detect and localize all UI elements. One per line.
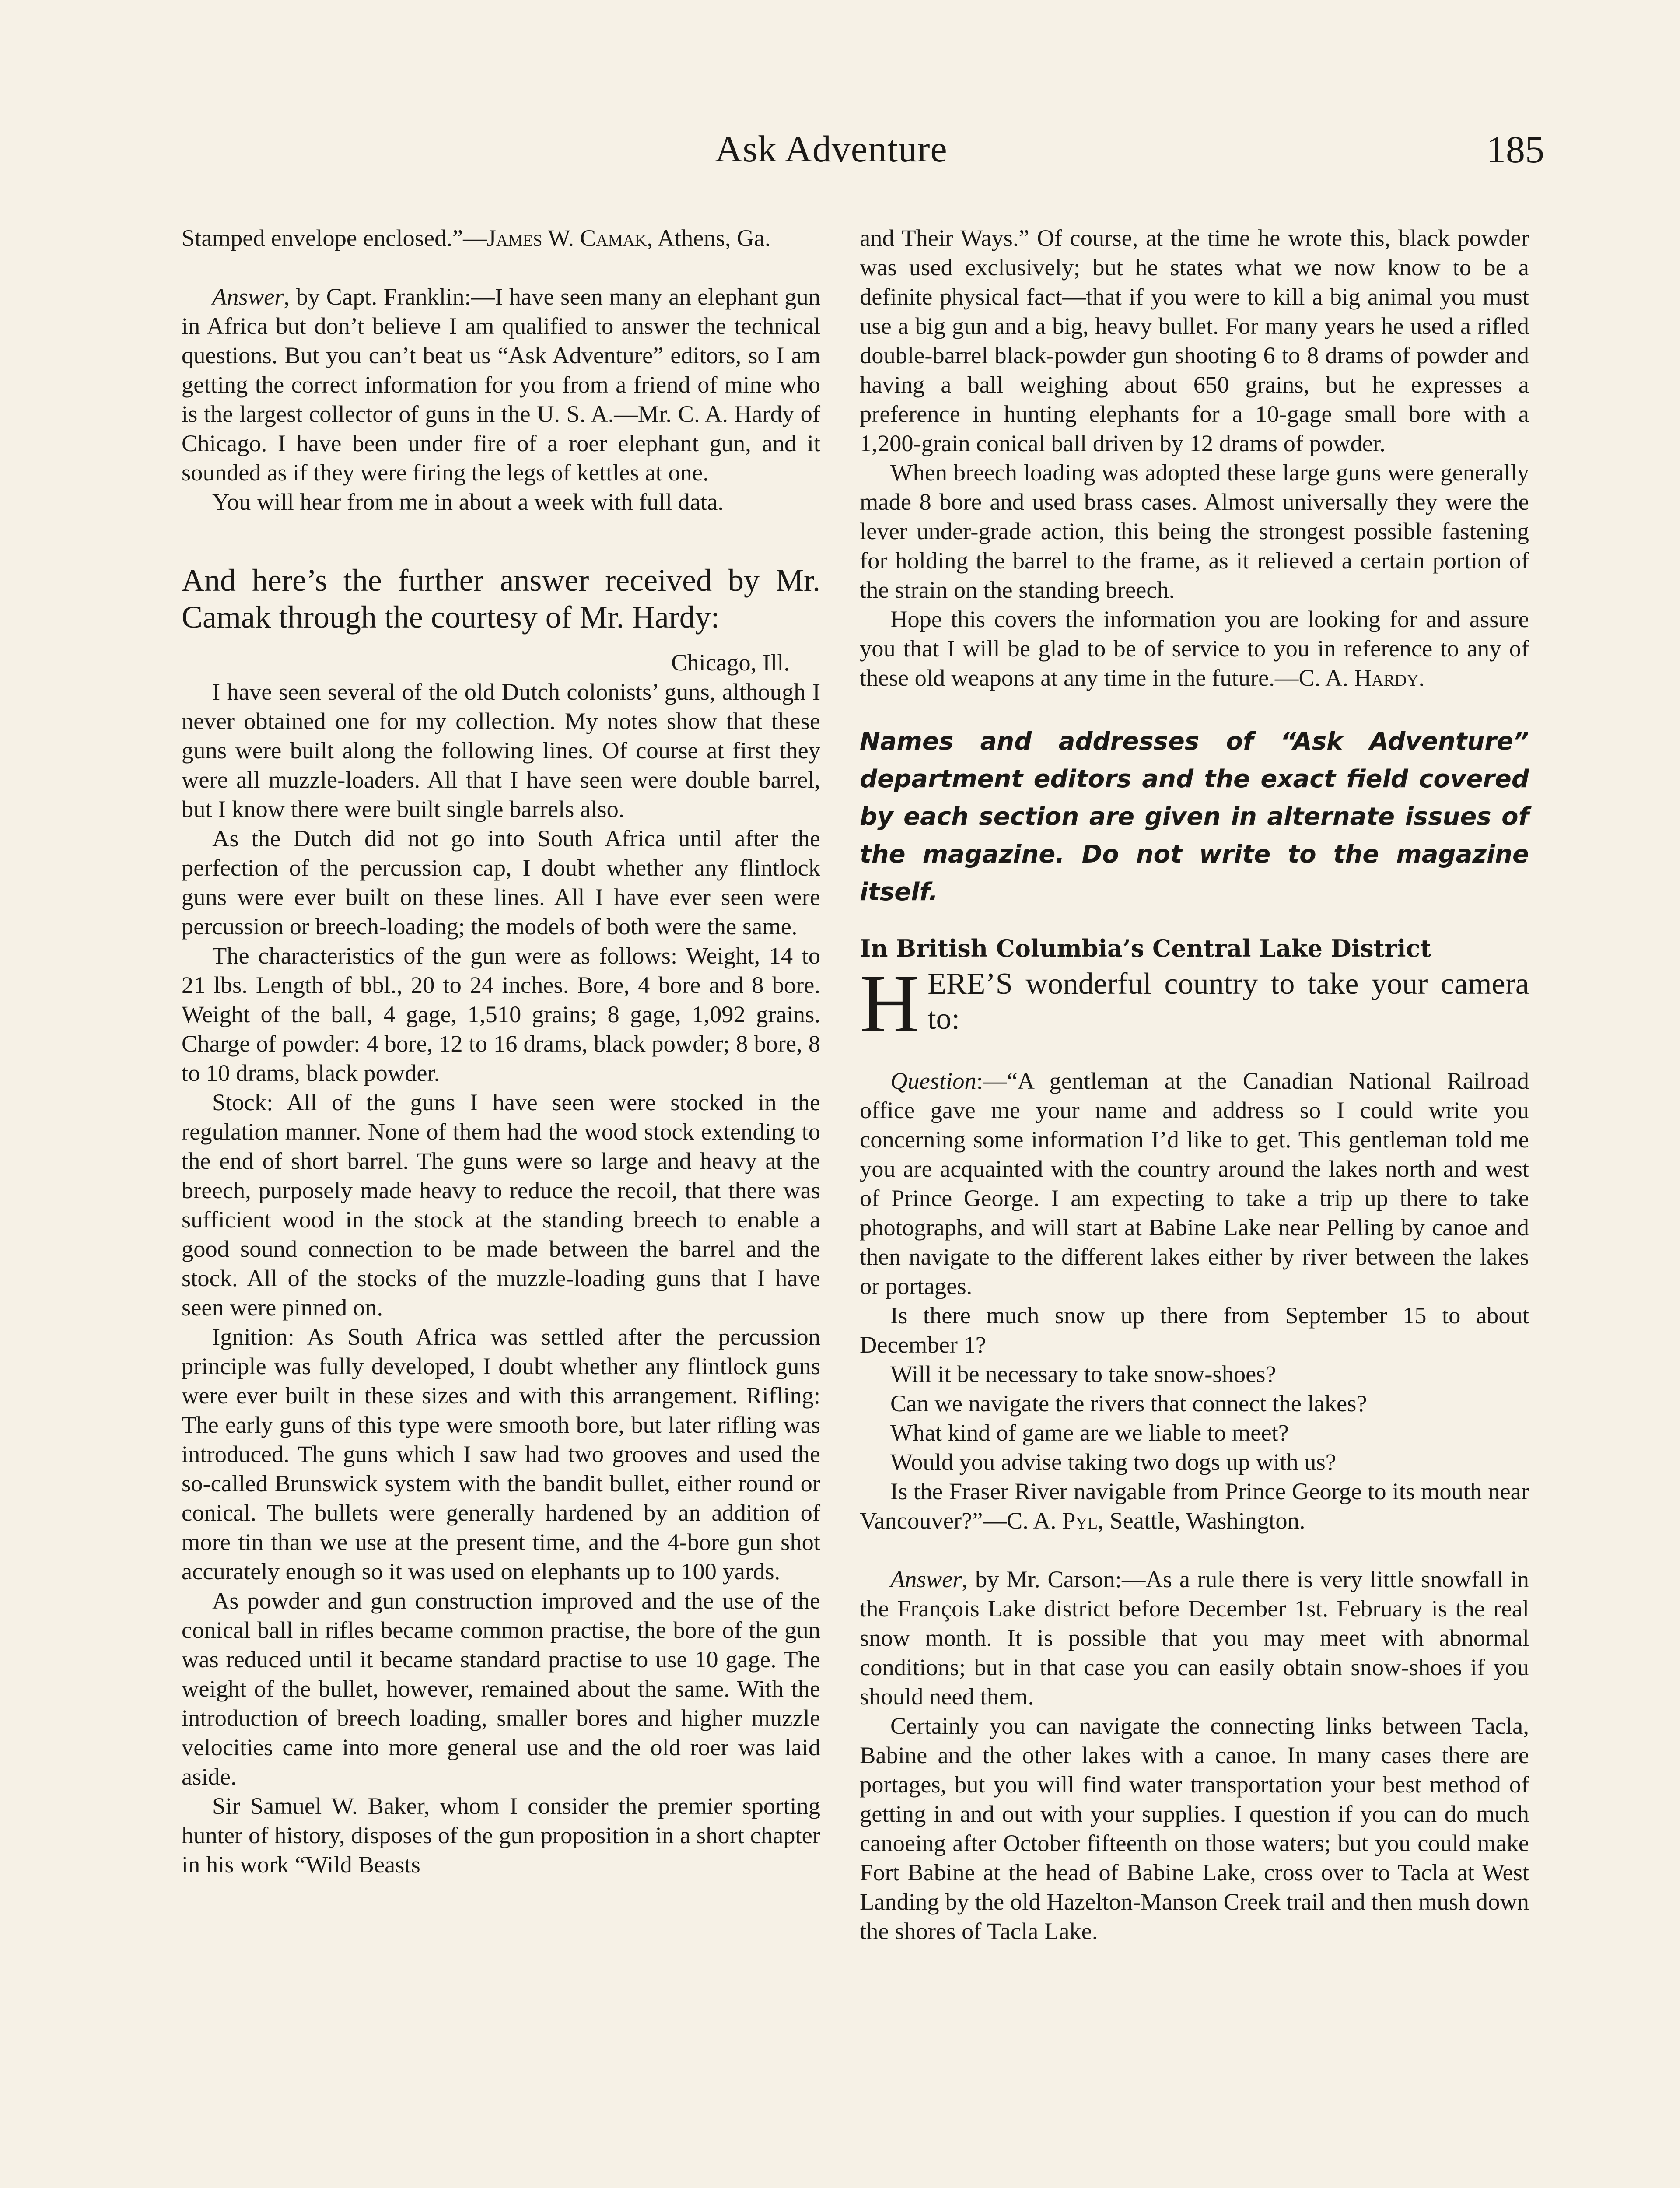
left-column [182,223,820,1879]
hardy-paragraph: The characteristics of the gun were as follows: Weight, 14 to 21 lbs. Length of bbl., 20 to 24 inches. Bore, 4 bore and 8 bore. Weight of the ball, 4 gage, 1,510 grains; 8 gage, 1,092 grains. Charge of powder: 4 bore, 12 to 16 drams, black powder; 8 bore, 8 to 10 drams, black powder. [182,942,820,1086]
hardy-paragraph: As the Dutch did not go into South Africa until after the perfection of the percussion cap, I doubt whether any flintlock guns were ever built on these lines. All I have ever seen were percussion or breech-loading; the models of both were the same. [182,825,820,940]
right-column [860,223,1529,1946]
section-lede: HERE’S wonderful country to take your camera to: [860,958,1529,1050]
letter-signature: James W. Camak [486,224,647,251]
editors-notice: Names and addresses of “Ask Adventure” department editors and the exact field covered by each section are given in alternate issues of the magazine. Do not write to the magazine itself. [860,727,1529,906]
hardy-paragraph: Stock: All of the guns I have seen were stocked in the regulation manner. None of them had the wood stock extending to the end of short barrel. The guns were so large and heavy at the breech, purposely made heavy to reduce the recoil, that there was sufficient wood in the stock at the standing breech to enable a good sound connection to be made between the barrel and the stock. All of the stocks of the muzzle-loading guns that I have seen were pinned on. [182,1089,820,1321]
question-item: Is the Fraser River navigable from Prince George to its mouth near Vancouver?”—C. A. Pyl, Seattle, Washington. [860,1478,1529,1534]
answer-franklin: Answer, by Capt. Franklin:—I have seen many an elephant gun in Africa but don’t believe I am qualified to answer the technical questions. But you can’t beat us “Ask Adventure” editors, so I am getting the correct information for you from a friend of mine who is the largest collector of guns in the U. S. A.—Mr. C. A. Hardy of Chicago. I have been under fire of a roer elephant gun, and it sounded as if they were firing the legs of kettles at one. [182,283,820,486]
dateline: Chicago, Ill. [671,649,790,676]
letter-closing: Stamped envelope enclosed.”—James W. Camak, Athens, Ga. [182,224,771,251]
answer-carson-paragraph: Certainly you can navigate the connecting links between Tacla, Babine and the other lakes with a canoe. In many cases there are portages, but you will find water transportation your best method of getting in and out with your supplies. I question if you can do much canoeing after October fifteenth on those waters; but you could make Fort Babine at the head of Babine Lake, cross over to Tacla at West Landing by the old Hazelton-Manson Creek trail and then mush down the shores of Tacla Lake. [860,1712,1529,1944]
page-number: 185 [1487,129,1544,171]
further-answer-intro: And here’s the further answer received by Mr. Camak through the courtesy of Mr. Hardy: [182,563,820,635]
question-signature: C. A. Pyl [1006,1507,1098,1534]
answer-franklin-followup: You will hear from me in about a week with full data. [212,488,724,515]
question-item: What kind of game are we liable to meet? [890,1419,1289,1446]
hardy-signature: C. A. Hardy [1298,664,1419,691]
section-heading: In British Columbia’s Central Lake District [860,934,1432,962]
hardy-closing: Hope this covers the information you are looking for and assure you that I will be glad to be of service to you in reference to any of these old weapons at any time in the future.—C. A. Hardy. [860,606,1529,691]
question: Question:—“A gentleman at the Canadian National Railroad office gave me your name and address so I could write you concerning some information I’d like to get. This gentleman told me you are acquainted with the country around the lakes north and west of Prince George. I am expecting to take a trip up there to take photographs, and will start at Babine Lake near Pelling by canoe and then navigate to the different lakes either by river between the lakes or portages. [860,1067,1529,1299]
hardy-paragraph: When breech loading was adopted these large guns were generally made 8 bore and used brass cases. Almost universally they were the lever under-grade action, this being the strongest possible fastening for holding the barrel to the frame, as it relieved a certain portion of the strain on the standing breech. [860,459,1529,603]
question-item: Is there much snow up there from September 15 to about December 1? [860,1302,1529,1358]
hardy-paragraph: I have seen several of the old Dutch colonists’ guns, although I never obtained one for my collection. My notes show that these guns were built along the following lines. Of course at first they were all muzzle-loaders. All that I have seen were double barrel, but I know there were built single barrels also. [182,678,820,822]
question-item: Can we navigate the rivers that connect the lakes? [890,1390,1367,1417]
answer-carson: Answer, by Mr. Carson:—As a rule there is very little snowfall in the François Lake district before December 1st. February is the real snow month. It is possible that you may meet with abnormal conditions; but in that case you can easily obtain snow-shoes if you should need them. [860,1566,1529,1710]
hardy-paragraph: Ignition: As South Africa was settled after the percussion principle was fully developed, I doubt whether any flintlock guns were ever built in these sizes and with this arrangement. Rifling: The early guns of this type were smooth bore, but later rifling was introduced. The guns which I saw had two grooves and used the so-called Brunswick system with the bandit bullet, either round or conical. The bullets were generally hardened by an addition of more tin than we use at the present time, and the 4-bore gun shot accurately enough so it was used on elephants up to 100 yards. [182,1323,820,1585]
hardy-paragraph: Sir Samuel W. Baker, whom I consider the premier sporting hunter of history, disposes of the gun proposition in a short chapter in his work “Wild Beasts [182,1792,820,1878]
hardy-continuation: and Their Ways.” Of course, at the time he wrote this, black powder was used exclusively; but he states what we now know to be a definite physical fact—that if you were to kill a big animal you must use a big gun and a big, heavy bullet. For many years he used a rifled double-barrel black-powder gun shooting 6 to 8 drams of powder and having a ball weighing about 650 grains, but he expresses a preference in hunting elephants for a 10-gage small bore with a 1,200-grain conical ball driven by 12 drams of powder. [860,224,1529,456]
question-item: Would you advise taking two dogs up with us? [890,1448,1336,1475]
hardy-paragraph: As powder and gun construction improved and the use of the conical ball in rifles became common practise, the bore of the gun was reduced until it became standard practise to use 10 gage. The weight of the bullet, however, remained about the same. With the introduction of breech loading, smaller bores and higher muzzle velocities came into more general use and the old roer was laid aside. [182,1587,820,1790]
question-item: Will it be necessary to take snow-shoes? [890,1360,1276,1387]
running-head: Ask Adventure [715,128,948,170]
drop-cap: H [860,958,920,1050]
